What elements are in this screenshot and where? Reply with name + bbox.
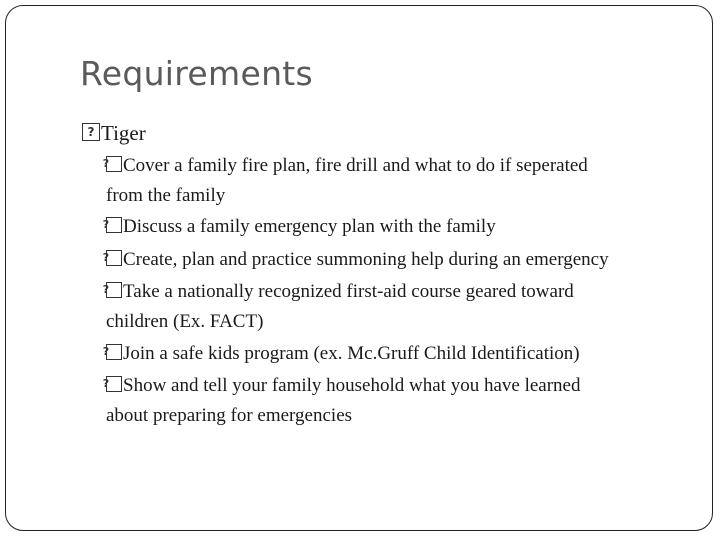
- level1-label: Tiger: [101, 121, 146, 145]
- box-bullet-icon: [106, 156, 122, 172]
- requirement-text: Cover a family fire plan, fire drill and what to do if seperated: [123, 155, 588, 176]
- box-bullet-icon: [106, 376, 122, 392]
- slide-title: Requirements: [80, 54, 314, 93]
- requirement-text-continued: about preparing for emergencies: [106, 405, 353, 426]
- requirement-text: Show and tell your family household what you have learned: [123, 375, 581, 396]
- requirement-text-continued: from the family: [106, 185, 226, 206]
- box-bullet-icon: [82, 123, 100, 141]
- requirement-item-5: [106, 339, 686, 369]
- box-bullet-icon: [106, 217, 122, 233]
- requirement-item-1: [106, 151, 686, 211]
- level1-bullet-tiger: [82, 121, 146, 145]
- requirement-text-continued: children (Ex. FACT): [106, 311, 264, 332]
- box-bullet-icon: [106, 250, 122, 266]
- requirement-text: Create, plan and practice summoning help during an emergency: [123, 249, 609, 270]
- requirement-item-3: [106, 245, 686, 275]
- box-bullet-icon: [106, 282, 122, 298]
- requirement-item-6: [106, 371, 686, 431]
- requirement-item-2: [106, 212, 686, 242]
- requirement-text: Join a safe kids program (ex. Mc.Gruff Child Identification): [123, 343, 580, 364]
- requirement-text: Discuss a family emergency plan with the family: [123, 216, 496, 237]
- requirement-text: Take a nationally recognized first-aid course geared toward: [123, 281, 574, 302]
- box-bullet-icon: [106, 344, 122, 360]
- requirement-item-4: [106, 277, 686, 337]
